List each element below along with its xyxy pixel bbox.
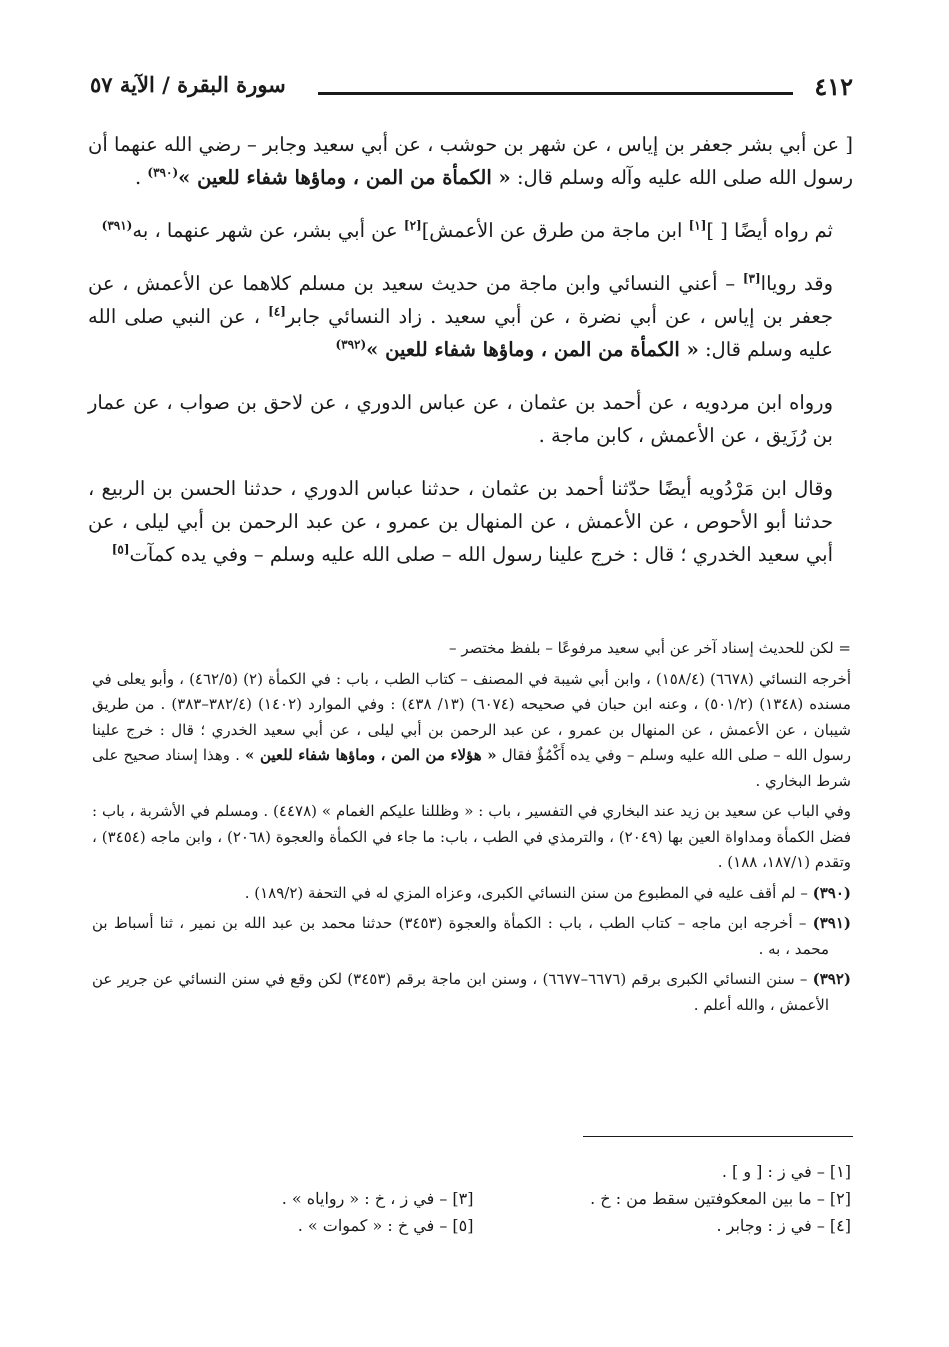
takhrij-text-a: أخرجه النسائي (٦٦٧٨) (١٥٨/٤) ، وابن أبي شيبة في المصنف – كتاب الطب ، باب : في الكمأة (٢) (٤٦٢/٥) ، وأبو يعلى في مسنده (١٣٤٨) (٥٠١/٢) ، وعنه ابن حبان في صحيحه (٦٠٧٤) (١٣/ ٤٣٨) : وفي الموارد (١٤٠٢) (٣٨٢/٤–٣٨٣) . من طريق شيبان ، عن الأعمش ، عن المنهال بن عمرو ، عن عبد الرحمن بن أبي ليلى ، عن أبي سعيد الخدري ؛ قال : خرج علينا رسول الله – صلى الله عليه وسلم – وفي يده أَكْمُؤٌ فقال [92, 669, 851, 764]
p2-variant-mark-2: [٢] [403, 218, 422, 233]
variant-note-2: [٢] – ما بين المعكوفتين سقط من : خ . [590, 1189, 851, 1208]
p5-variant-mark-5: [٥] [111, 542, 130, 557]
paragraph-2 [88, 214, 853, 247]
footnote-390 [92, 881, 851, 907]
variant-note-1: [١] – في ز : [ و ] . [721, 1162, 851, 1181]
footnotes [92, 636, 851, 1023]
variant-note-3: [٣] – في ز ، خ : « رواياه » . [281, 1189, 474, 1208]
p1-note-ref: (٣٩٠) [147, 165, 179, 180]
paragraph-1 [88, 128, 853, 194]
variant-row-2 [96, 1185, 851, 1212]
p1-hadith-quote: « الكمأة من المن ، وماؤها شفاء للعين » [178, 166, 511, 189]
p2-variant-mark-1: [١] [688, 218, 707, 233]
takhrij-text-b: . وهذا إسناد صحيح على شرط البخاري . [92, 746, 851, 790]
p3-text-b: – أعني النسائي وابن ماجة من حديث سعيد بن مسلم كلاهما عن الأعمش ، عن جعفر بن إياس ، عن أبي نضرة ، عن أبي سعيد . زاد النسائي جابر [88, 272, 833, 328]
header-rule [318, 92, 793, 95]
paragraph-4: ورواه ابن مردويه ، عن أحمد بن عثمان ، عن عباس الدوري ، عن لاحق بن صواب ، عن عمار بن رُزَيق ، عن الأعمش ، كابن ماجة . [88, 391, 833, 447]
p2-note-ref: (٣٩١) [101, 218, 133, 233]
footnote-391-number: (٣٩١) [812, 914, 851, 932]
p2-text-b: ابن ماجة من طرق عن الأعمش] [421, 219, 689, 242]
page-number: ٤١٢ [814, 72, 853, 101]
footnote-392 [92, 967, 851, 1018]
p3-note-ref: (٣٩٢) [335, 337, 367, 352]
footnote-bab: وفي الباب عن سعيد بن زيد عند البخاري في التفسير ، باب : « وظللنا عليكم الغمام » (٤٤٧٨) . ومسلم في الأشربة ، باب : فضل الكمأة ومداواة العين بها (٢٠٤٩) ، والترمذي في الطب ، باب: ما جاء في الكمأة والعجوة (٢٠٦٨) ، وابن ماجه (٣٤٥٤) ، وتقدم (١٨٧/١، ١٨٨) . [92, 802, 852, 871]
footnote-continuation: = لكن للحديث إسناد آخر عن أبي سعيد مرفوعًا – بلفظ مختصر – [449, 639, 851, 657]
p1-text: [ عن أبي بشر جعفر بن إياس ، عن شهر بن حوشب ، عن أبي سعيد وجابر – رضي الله عنهما أن رسول الله صلى الله عليه وآله وسلم قال: [88, 133, 853, 189]
p3-variant-mark-4: [٤] [268, 304, 286, 319]
footnote-390-text: – لم أقف عليه في المطبوع من سنن النسائي الكبرى، وعزاه المزي له في التحفة (١٨٩/٢) . [244, 883, 813, 902]
footnote-391-text: – أخرجه ابن ماجه – كتاب الطب ، باب : الكمأة والعجوة (٣٤٥٣) حدثنا محمد بن عبد الله بن نمير ، ثنا أسباط بن محمد ، به . [92, 914, 829, 958]
paragraph-3 [88, 267, 853, 366]
footnote-takhrij [92, 667, 851, 795]
p1-end: . [135, 166, 148, 189]
p3-hadith-quote: « الكمأة من المن ، وماؤها شفاء للعين » [366, 338, 699, 361]
p3-variant-mark-3: [٣] [742, 271, 761, 286]
footnote-392-text: – سنن النسائي الكبرى برقم (٦٦٧٦–٦٦٧٧) ، وسنن ابن ماجة برقم (٣٤٥٣) لكن وقع في سنن النسائي عن جرير عن الأعمش ، والله أعلم . [92, 970, 829, 1014]
variant-row-1 [96, 1158, 851, 1185]
variant-notes [96, 1158, 851, 1239]
p3-text-c: ، عن النبي صلى الله عليه وسلم قال: [88, 305, 833, 361]
running-header [90, 70, 853, 110]
footnote-392-number: (٣٩٢) [812, 970, 851, 988]
p5-text: وقال ابن مَرْدُويه أيضًا حدّثنا أحمد بن عثمان ، حدثنا عباس الدوري ، حدثنا الحسن بن الربيع ، حدثنا أبو الأحوص ، عن الأعمش ، عن المنهال بن عمرو ، عن عبد الرحمن بن أبي ليلى ، عن أبي سعيد الخدري ؛ قال : خرج علينا رسول الله – صلى الله عليه وسلم – وفي يده كمآت [88, 477, 833, 566]
footnote-391 [92, 911, 851, 962]
variant-note-5: [٥] – في خ : « كموات » . [297, 1216, 474, 1235]
takhrij-quote: « هؤلاء من المن ، وماؤها شفاء للعين » [245, 746, 497, 764]
variants-separator [583, 1136, 853, 1137]
variant-note-4: [٤] – في ز : وجابر . [716, 1216, 851, 1235]
variant-row-3 [96, 1212, 851, 1239]
main-text [88, 128, 853, 591]
p3-text-a: وقد روياا [760, 272, 833, 295]
p2-text-c: عن أبي بشر، عن شهر عنهما ، به [132, 219, 404, 242]
footnote-390-number: (٣٩٠) [812, 883, 851, 902]
p2-text-a: ثم رواه أيضًا [ ] [706, 219, 833, 242]
chapter-title: سورة البقرة / الآية ٥٧ [90, 72, 286, 97]
paragraph-5 [88, 472, 853, 571]
